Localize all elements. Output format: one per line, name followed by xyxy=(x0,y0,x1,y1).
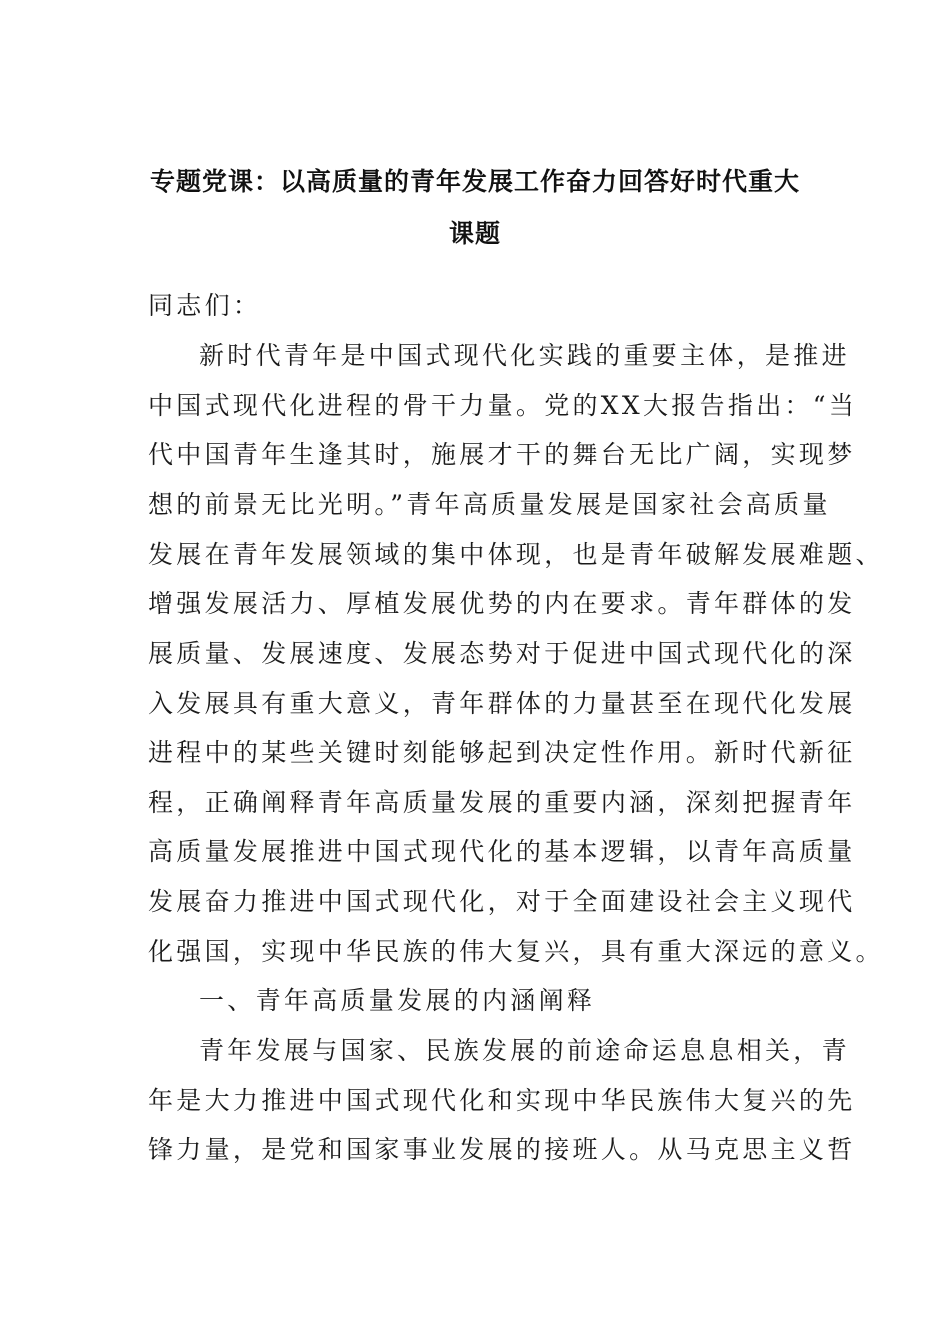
body-line: 新时代青年是中国式现代化实践的重要主体，是推进 xyxy=(199,341,850,370)
document-title-line-2: 课题 xyxy=(448,219,501,248)
body-line: 化强国，实现中华民族的伟大复兴，具有重大深远的意义。 xyxy=(148,937,884,966)
body-line: 年是大力推进中国式现代化和实现中华民族伟大复兴的先 xyxy=(148,1086,856,1115)
body-line: 增强发展活力、厚植发展优势的内在要求。青年群体的发 xyxy=(148,589,856,618)
salutation: 同志们： xyxy=(148,291,262,320)
body-line: 中国式现代化进程的骨干力量。党的XX大报告指出：“当 xyxy=(148,391,858,420)
section-heading: 一、青年高质量发展的内涵阐释 xyxy=(199,986,596,1015)
body-line: 进程中的某些关键时刻能够起到决定性作用。新时代新征 xyxy=(148,738,856,767)
body-line: 发展奋力推进中国式现代化，对于全面建设社会主义现代 xyxy=(148,887,856,916)
document-title-line-1: 专题党课：以高质量的青年发展工作奋力回答好时代重大 xyxy=(149,167,800,196)
body-line: 程，正确阐释青年高质量发展的重要内涵，深刻把握青年 xyxy=(148,788,856,817)
body-line: 代中国青年生逢其时，施展才干的舞台无比广阔，实现梦 xyxy=(148,440,856,469)
body-line: 想的前景无比光明。”青年高质量发展是国家社会高质量 xyxy=(148,490,831,519)
body-line: 锋力量，是党和国家事业发展的接班人。从马克思主义哲 xyxy=(148,1135,856,1164)
body-line: 高质量发展推进中国式现代化的基本逻辑，以青年高质量 xyxy=(148,837,856,866)
body-line: 展质量、发展速度、发展态势对于促进中国式现代化的深 xyxy=(148,639,856,668)
body-line: 青年发展与国家、民族发展的前途命运息息相关，青 xyxy=(199,1036,850,1065)
body-line: 发展在青年发展领域的集中体现，也是青年破解发展难题、 xyxy=(148,540,884,569)
body-line: 入发展具有重大意义，青年群体的力量甚至在现代化发展 xyxy=(148,689,856,718)
